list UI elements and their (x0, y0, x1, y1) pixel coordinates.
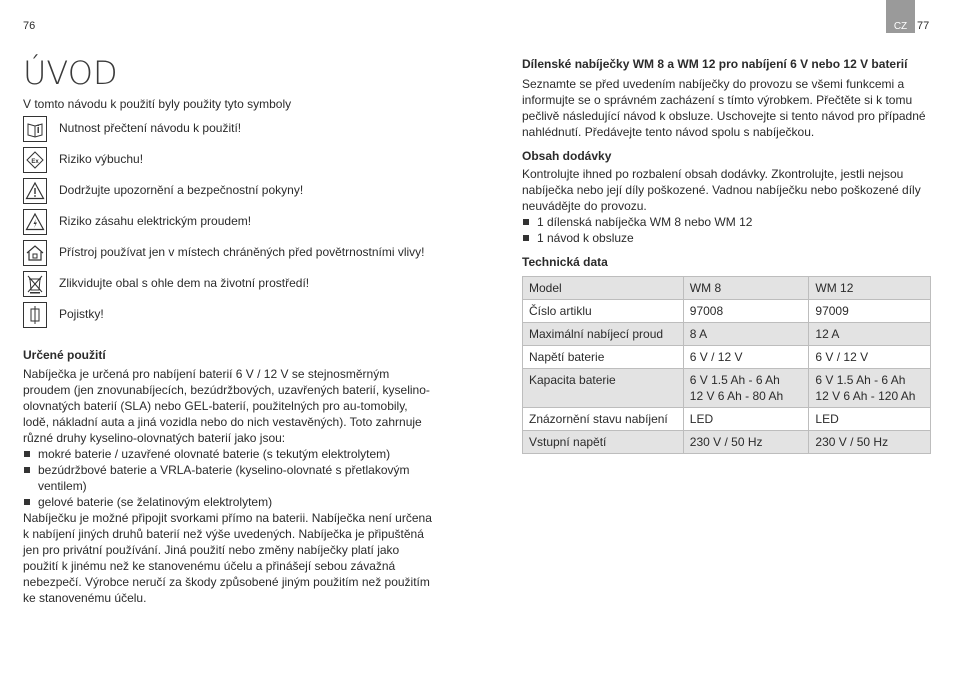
warning-icon (23, 178, 47, 204)
table-cell: LED (683, 408, 809, 431)
table-cell: 6 V / 12 V (683, 346, 809, 369)
intended-use-paragraph-2: Nabíječku je možné připojit svorkami přímo na baterii. Nabíječka není určena k nabíjení jiných druhů baterií než výše uvedených. Nabíječka je připuštěná jen pro privátní používání. Jiná použití nebo změny nabíječky platí jako použití k jinému než ke stanovenému účelu a přinášejí sebou závažná nebezpečí. Výrobce neručí za škody způsobené jiným použitím než použitím ke stanovenému účelu. (23, 511, 432, 605)
table-row (523, 408, 931, 431)
table-cell: LED (809, 408, 931, 431)
symbol-row (23, 271, 433, 302)
product-heading: Dílenské nabíječky WM 8 a WM 12 pro nabíjení 6 V nebo 12 V baterií (522, 57, 908, 71)
symbol-text: Zlikvidujte obal s ohle dem na životní prostředí! (59, 276, 310, 290)
fuse-icon (23, 302, 47, 328)
product-intro: Seznamte se před uvedením nabíječky do provozu se všemi funkcemi a informujte se o správném zacházení s tímto výrobkem. Přečtěte si k tomu pečlivě následující návod k obsluze. Uschovejte si tento návod pro případné nahlédnutí. Předávejte tento návod spolu s nabíječkou. (522, 77, 926, 139)
delivery-list (522, 214, 932, 246)
symbol-text: Pojistky! (59, 307, 104, 321)
symbol-text: Riziko výbuchu! (59, 152, 144, 166)
table-cell: 8 A (683, 323, 809, 346)
tech-data-table (522, 276, 931, 454)
symbol-row (23, 240, 433, 271)
table-row (523, 277, 931, 300)
table-cell: 230 V / 50 Hz (809, 431, 931, 454)
list-item: mokré baterie / uzavřené olovnaté baterie (s tekutým elektrolytem) (23, 446, 433, 462)
table-row (523, 346, 931, 369)
symbol-list (23, 116, 433, 333)
language-tab (886, 0, 915, 33)
symbol-row (23, 209, 433, 240)
table-cell: 6 V 1.5 Ah - 6 Ah 12 V 6 Ah - 120 Ah (809, 369, 931, 408)
table-row (523, 369, 931, 408)
table-cell: 6 V / 12 V (809, 346, 931, 369)
table-row (523, 323, 931, 346)
symbol-row (23, 302, 433, 333)
page-number-right: 77 (917, 20, 930, 32)
table-cell: Číslo artiklu (523, 300, 684, 323)
list-item: 1 návod k obsluze (522, 230, 932, 246)
intended-use-paragraph: Nabíječka je určená pro nabíjení baterií 6 V / 12 V se stejnosměrným proudem (jen znovunabíjecích, bezúdržbových, uzavřených baterií, kyselino-olovnatých baterií (SLA) nebo GEL-baterií, použitelných pro au-tomobily, lodě, nákladní auta a jiná vozidla nebo do nich vestavěných). Toto zahrnuje různé druhy kyselino-olovnatých baterií jako jsou: (23, 367, 430, 445)
table-cell: 97009 (809, 300, 931, 323)
symbol-row (23, 116, 433, 147)
table-cell: Kapacita baterie (523, 369, 684, 408)
read-manual-icon (23, 116, 47, 142)
delivery-section (522, 148, 932, 246)
table-row (523, 300, 931, 323)
delivery-text: Kontrolujte ihned po rozbalení obsah dodávky. Zkontrolujte, jestli nejsou nabíječka nebo její díly poškozené. Vadnou nabíječku nebo poškozené díly neuvádějte do provozu. (522, 167, 921, 213)
table-cell: Napětí baterie (523, 346, 684, 369)
right-page (522, 56, 932, 454)
table-cell: Znázornění stavu nabíjení (523, 408, 684, 431)
list-item: 1 dílenská nabíječka WM 8 nebo WM 12 (522, 214, 932, 230)
battery-type-list (23, 446, 433, 510)
table-cell: WM 8 (683, 277, 809, 300)
electric-shock-icon (23, 209, 47, 235)
delivery-heading: Obsah dodávky (522, 149, 612, 163)
symbol-row (23, 147, 433, 178)
symbol-row (23, 178, 433, 209)
table-cell: 6 V 1.5 Ah - 6 Ah 12 V 6 Ah - 80 Ah (683, 369, 809, 408)
indoor-use-icon (23, 240, 47, 266)
symbol-text: Riziko zásahu elektrickým proudem! (59, 214, 252, 228)
table-cell: 97008 (683, 300, 809, 323)
explosion-risk-icon (23, 147, 47, 173)
tech-data-section (522, 254, 932, 454)
page-title: ÚVOD (23, 54, 118, 92)
table-row (523, 431, 931, 454)
table-cell: 230 V / 50 Hz (683, 431, 809, 454)
page-number-left: 76 (23, 20, 36, 32)
table-cell: WM 12 (809, 277, 931, 300)
language-tab-label: CZ (893, 21, 908, 32)
recycle-bin-icon (23, 271, 47, 297)
symbol-text: Dodržujte upozornění a bezpečnostní pokyny! (59, 183, 304, 197)
intended-use-section (23, 347, 433, 606)
symbol-text: Přístroj používat jen v místech chráněných před povětrnostními vlivy! (59, 245, 425, 259)
tech-data-heading: Technická data (522, 255, 608, 269)
svg-text:Ex: Ex (31, 159, 39, 165)
table-cell: Model (523, 277, 684, 300)
symbol-text: Nutnost přečtení návodu k použití! (59, 121, 242, 135)
table-cell: Maximální nabíjecí proud (523, 323, 684, 346)
symbols-intro: V tomto návodu k použití byly použity tyto symboly (23, 97, 292, 111)
left-page (23, 52, 433, 606)
table-cell: Vstupní napětí (523, 431, 684, 454)
list-item: bezúdržbové baterie a VRLA-baterie (kyselino-olovnaté s přetlakovým ventilem) (23, 462, 433, 494)
list-item: gelové baterie (se želatinovým elektrolytem) (23, 494, 433, 510)
intended-use-heading: Určené použití (23, 348, 106, 362)
table-cell: 12 A (809, 323, 931, 346)
